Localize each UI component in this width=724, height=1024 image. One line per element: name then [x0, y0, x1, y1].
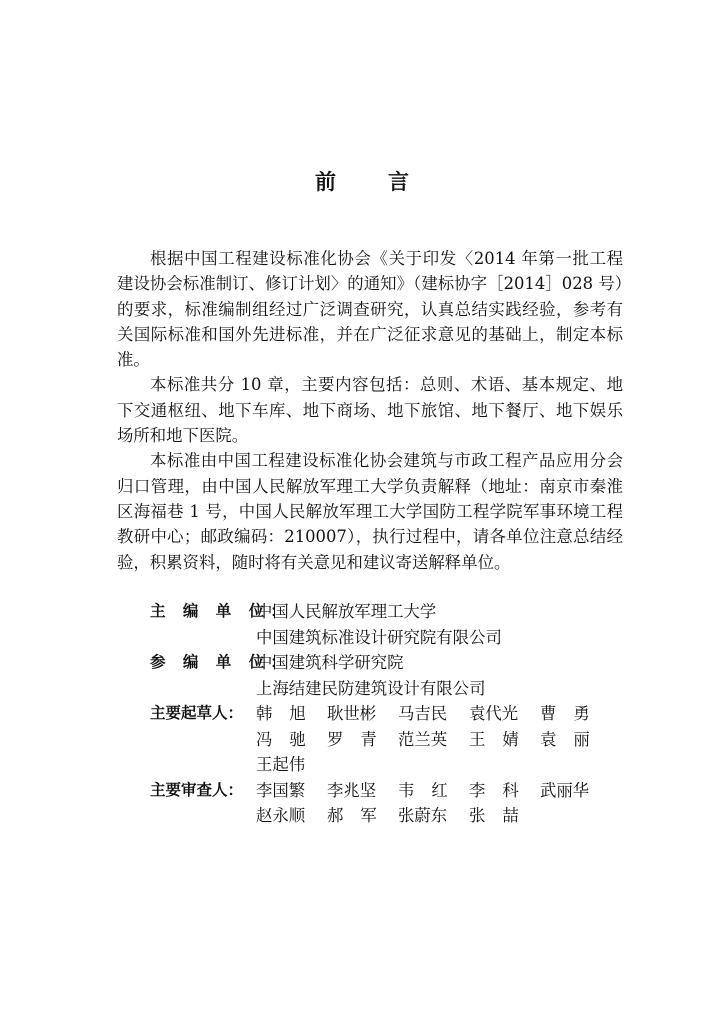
paragraph-2: 本标准共分 10 章，主要内容包括：总则、术语、基本规定、地下交通枢纽、地下车库、地下商场、地下旅馆、地下餐厅、地下娱乐场所和地下医院。 [117, 375, 623, 446]
drafter-name: 曹勇 [540, 704, 607, 723]
chief-editor-row [150, 599, 620, 650]
chief-editor-unit: 中国建筑标准设计研究院有限公司 [256, 627, 502, 647]
staff-list [150, 599, 620, 829]
participant-unit: 中国建筑科学研究院 [256, 653, 404, 672]
drafter-name: 范兰英 [398, 729, 448, 749]
drafter-name: 马吉民 [398, 704, 448, 723]
drafter-name: 冯驰 [256, 729, 323, 749]
reviewer-name: 张蔚东 [398, 806, 448, 825]
reviewer-name: 韦红 [398, 780, 465, 800]
participant-row [150, 650, 620, 701]
title-char-1: 前 [315, 170, 336, 194]
chief-editor-label: 主 编 单 位： [150, 602, 292, 620]
title-char-2: 言 [388, 170, 409, 194]
reviewer-name: 赵永顺 [256, 806, 306, 825]
reviewer-name: 武丽华 [540, 780, 590, 800]
drafter-name: 王婧 [469, 729, 536, 749]
drafter-name: 袁丽 [540, 729, 607, 749]
chief-editor-unit: 中国人民解放军理工大学 [256, 602, 437, 621]
participant-unit: 上海结建民防建筑设计有限公司 [256, 678, 486, 698]
reviewer-name: 李科 [469, 780, 536, 800]
reviewers-row [150, 778, 620, 829]
drafter-name: 罗青 [327, 729, 394, 749]
drafter-name: 耿世彬 [327, 704, 377, 723]
page-title [0, 166, 724, 196]
reviewer-name: 李兆坚 [327, 780, 377, 800]
drafter-name: 袁代光 [469, 704, 519, 723]
reviewer-name: 李国繁 [256, 780, 306, 800]
participant-label: 参 编 单 位： [150, 653, 292, 671]
reviewer-name: 张喆 [469, 806, 536, 825]
drafter-name: 王起伟 [256, 755, 306, 774]
reviewers-label: 主要审查人： [150, 780, 244, 799]
paragraph-1: 根据中国工程建设标准化协会《关于印发〈2014 年第一批工程建设协会标准制订、修订计划〉的通知》（建标协字［2014］028 号）的要求，标准编制组经过广泛调查研究，认真总结实践经验，参考有关国际标准和国外先进标准，并在广泛征求意见的基础上，制定本标准。 [117, 249, 623, 370]
preface-body [117, 246, 623, 575]
drafters-label: 主要起草人： [150, 704, 244, 722]
paragraph-3: 本标准由中国工程建设标准化协会建筑与市政工程产品应用分会归口管理，由中国人民解放军理工大学负责解释（地址：南京市秦淮区海福巷 1 号，中国人民解放军理工大学国防工程学院军事环境工程教研中心；邮政编码：210007），执行过程中，请各单位注意总结经验，积累资料，随时将有关意见和建议寄送解释单位。 [117, 451, 623, 572]
reviewer-name: 郝军 [327, 806, 394, 825]
drafter-name: 韩旭 [256, 704, 323, 723]
drafters-row [150, 701, 620, 778]
